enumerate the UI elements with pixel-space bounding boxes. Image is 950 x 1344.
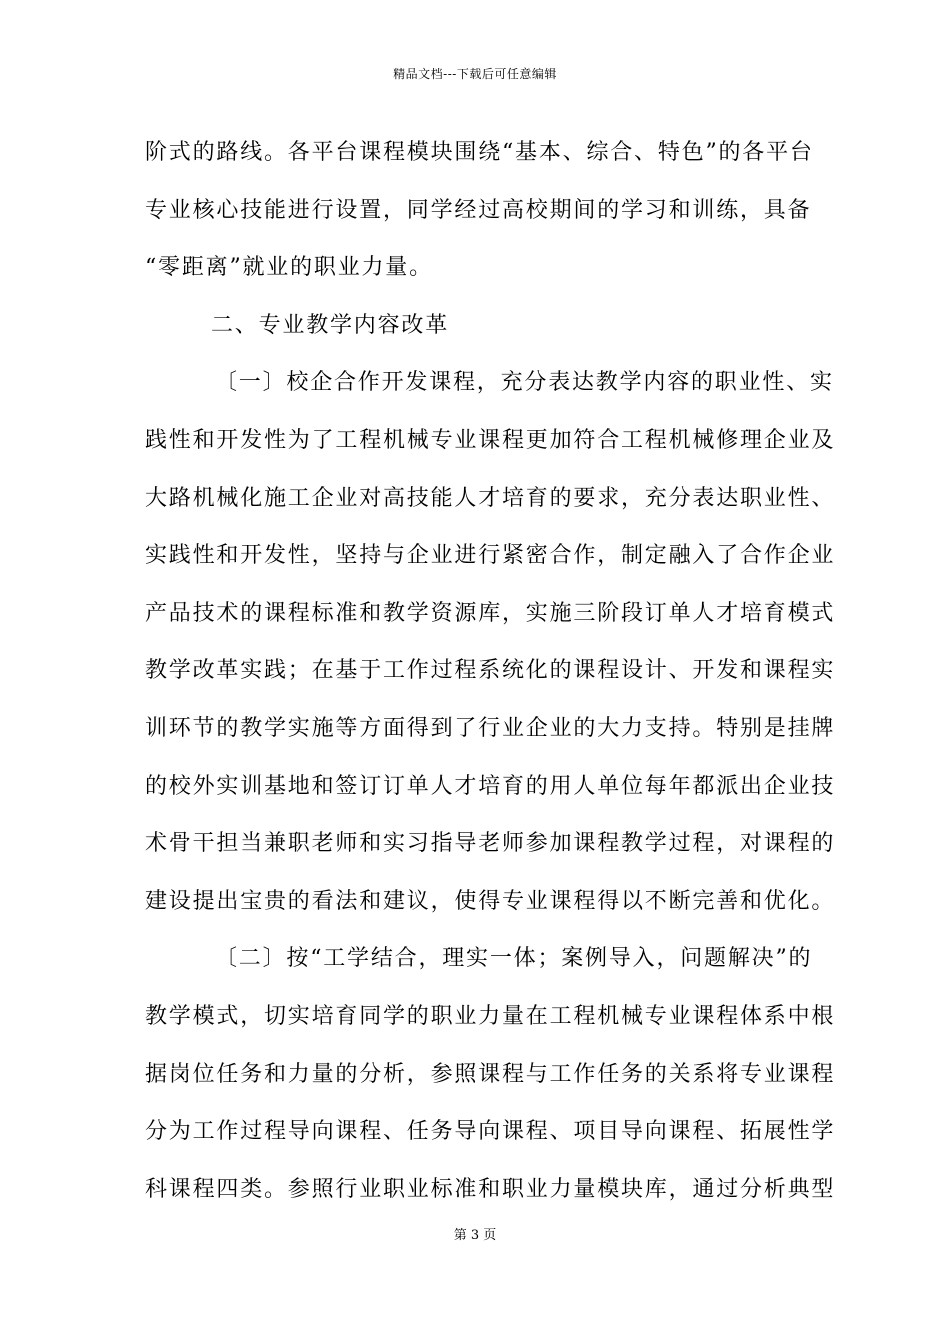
page-number: 第 3 页	[453, 1228, 497, 1243]
paragraph-line: 〔一〕校企合作开发课程，充分表达教学内容的职业性、实	[215, 370, 834, 396]
paragraph-line: “零距离”就业的职业力量。	[145, 255, 433, 281]
paragraph-line: 实践性和开发性，坚持与企业进行紧密合作，制定融入了合作企业	[145, 543, 836, 569]
page-header: 精品文档---下载后可任意编辑	[393, 67, 557, 81]
paragraph-line: 据岗位任务和力量的分析，参照课程与工作任务的关系将专业课程	[145, 1061, 836, 1087]
document-body	[145, 133, 836, 1227]
paragraph-line: 科课程四类。参照行业职业标准和职业力量模块库，通过分析典型	[145, 1176, 836, 1202]
paragraph-line: 教学改革实践；在基于工作过程系统化的课程设计、开发和课程实	[145, 658, 836, 684]
paragraph-line: 教学模式，切实培育同学的职业力量在工程机械专业课程体系中根	[145, 1003, 836, 1029]
paragraph-line: 〔二〕按“工学结合，理实一体；案例导入，问题解决”的	[215, 946, 813, 972]
paragraph-line: 训环节的教学实施等方面得到了行业企业的大力支持。特别是挂牌	[145, 715, 836, 741]
paragraph-line: 产品技术的课程标准和教学资源库，实施三阶段订单人才培育模式	[145, 600, 836, 626]
paragraph-line: 分为工作过程导向课程、任务导向课程、项目导向课程、拓展性学	[145, 1119, 836, 1145]
paragraph-line: 的校外实训基地和签订订单人才培育的用人单位每年都派出企业技	[145, 773, 836, 799]
paragraph-line: 阶式的路线。各平台课程模块围绕“基本、综合、特色”的各平台	[145, 140, 814, 165]
section-heading: 二、专业教学内容改革	[211, 312, 450, 338]
paragraph-line: 大路机械化施工企业对高技能人才培育的要求，充分表达职业性、	[145, 485, 836, 511]
paragraph-line: 术骨干担当兼职老师和实习指导老师参加课程教学过程，对课程的	[145, 831, 836, 857]
paragraph-line: 专业核心技能进行设置，同学经过高校期间的学习和训练，具备	[145, 197, 812, 223]
paragraph-line: 建设提出宝贵的看法和建议，使得专业课程得以不断完善和优化。	[145, 888, 836, 914]
paragraph-line: 践性和开发性为了工程机械专业课程更加符合工程机械修理企业及	[145, 427, 836, 453]
